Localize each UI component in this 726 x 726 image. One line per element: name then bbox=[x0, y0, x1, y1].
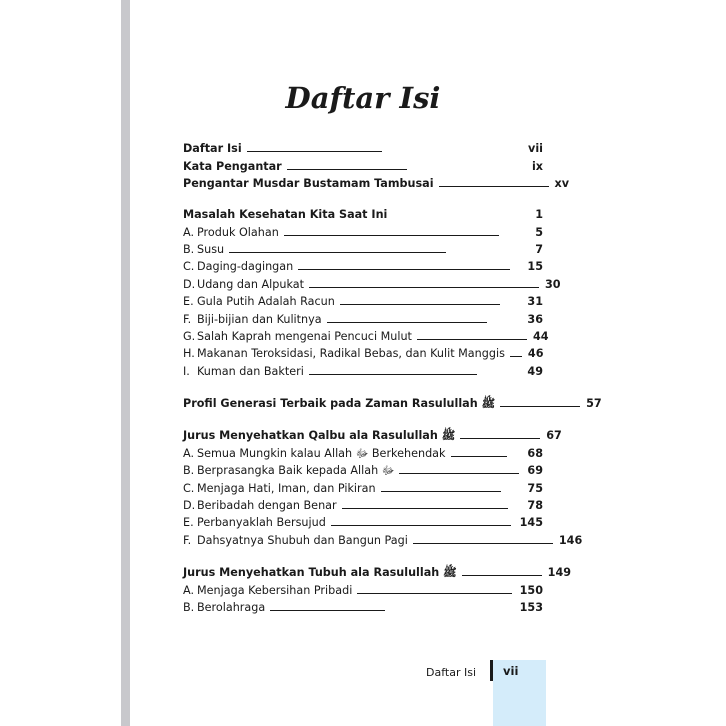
toc-entry-label bbox=[183, 226, 279, 239]
toc-entry-page: 75 bbox=[527, 481, 543, 495]
toc-entry-text: Pengantar Musdar Bustamam Tambusai bbox=[183, 177, 434, 191]
toc-leader-line bbox=[298, 268, 510, 270]
toc-entry-text: Susu bbox=[197, 242, 225, 256]
toc-entry-label bbox=[183, 278, 304, 291]
toc-leader-line bbox=[451, 455, 507, 457]
toc-entry-letter: D. bbox=[183, 277, 196, 291]
section-gap bbox=[183, 378, 543, 393]
table-of-contents bbox=[183, 138, 602, 614]
toc-entry[interactable] bbox=[183, 308, 543, 325]
section-gap bbox=[183, 410, 543, 425]
toc-entry[interactable] bbox=[183, 204, 543, 221]
toc-entry-page: 36 bbox=[527, 312, 543, 326]
toc-leader-line bbox=[500, 405, 580, 407]
toc-leader-line bbox=[327, 321, 487, 323]
page-title: Daftar Isi bbox=[285, 81, 441, 116]
toc-entry[interactable] bbox=[183, 256, 543, 273]
toc-entry-letter: A. bbox=[183, 583, 195, 597]
toc-entry-label bbox=[183, 464, 394, 477]
toc-entry-label bbox=[183, 295, 335, 308]
footer-page-tab bbox=[493, 660, 546, 726]
toc-entry-letter: A. bbox=[183, 225, 195, 239]
toc-leader-line bbox=[462, 574, 542, 576]
toc-entry-label bbox=[183, 516, 326, 529]
toc-entry[interactable] bbox=[183, 495, 543, 512]
toc-entry-page: 146 bbox=[558, 533, 583, 547]
toc-entry-label bbox=[183, 482, 376, 495]
toc-entry-text: Daging-dagingan bbox=[197, 260, 294, 274]
toc-entry-label bbox=[183, 142, 242, 155]
toc-entry-label bbox=[183, 499, 337, 512]
toc-entry-text: Semua Mungkin kalau Allah ﷻ Berkehendak bbox=[197, 446, 446, 460]
toc-entry-letter: C. bbox=[183, 260, 195, 274]
toc-leader-line bbox=[381, 490, 501, 492]
toc-entry-letter: G. bbox=[183, 329, 196, 343]
toc-entry-page: vii bbox=[528, 142, 543, 156]
toc-entry[interactable] bbox=[183, 221, 543, 238]
toc-entry-text: Makanan Teroksidasi, Radikal Bebas, dan Kulit Manggis bbox=[197, 347, 505, 361]
toc-entry-letter: H. bbox=[183, 347, 195, 361]
toc-entry-text: Jurus Menyehatkan Tubuh ala Rasulullah ﷺ bbox=[183, 566, 457, 580]
section-gap bbox=[183, 190, 543, 204]
toc-entry[interactable] bbox=[183, 155, 543, 172]
toc-entry-text: Berolahraga bbox=[197, 600, 266, 614]
toc-leader-line bbox=[460, 437, 540, 439]
toc-entry-label bbox=[183, 429, 455, 442]
toc-entry-page: 67 bbox=[546, 429, 562, 443]
toc-entry-label bbox=[183, 601, 265, 614]
toc-entry-label bbox=[183, 160, 282, 173]
footer-page-number: vii bbox=[503, 664, 519, 678]
toc-entry-label bbox=[183, 330, 412, 343]
toc-entry-page: 145 bbox=[519, 516, 543, 530]
toc-entry-text: Menjaga Kebersihan Pribadi bbox=[197, 583, 353, 597]
toc-entry-page: 69 bbox=[527, 464, 543, 478]
toc-entry-text: Dahsyatnya Shubuh dan Bangun Pagi bbox=[197, 533, 408, 547]
toc-entry-letter: B. bbox=[183, 464, 195, 478]
toc-entry-label bbox=[183, 447, 446, 460]
toc-leader-line bbox=[413, 542, 553, 544]
toc-leader-line bbox=[309, 373, 477, 375]
toc-entry-page: 49 bbox=[527, 364, 543, 378]
toc-entry-letter: E. bbox=[183, 295, 194, 309]
toc-entry-text: Berprasangka Baik kepada Allah ﷻ bbox=[197, 464, 395, 478]
toc-entry[interactable] bbox=[183, 477, 543, 494]
toc-leader-line bbox=[287, 168, 407, 170]
toc-entry-letter: C. bbox=[183, 481, 195, 495]
toc-entry[interactable] bbox=[183, 393, 602, 411]
toc-entry-letter: B. bbox=[183, 600, 195, 614]
toc-entry[interactable] bbox=[183, 562, 572, 580]
toc-entry-letter: F. bbox=[183, 312, 192, 326]
toc-entry-letter: B. bbox=[183, 242, 195, 256]
toc-entry-letter: D. bbox=[183, 499, 196, 513]
toc-entry-label bbox=[183, 566, 457, 579]
toc-entry[interactable] bbox=[183, 273, 561, 291]
footer-section-label: Daftar Isi bbox=[426, 666, 476, 679]
toc-entry-text: Gula Putih Adalah Racun bbox=[197, 295, 335, 309]
toc-entry-page: 5 bbox=[535, 225, 543, 239]
toc-entry-label bbox=[183, 208, 387, 221]
toc-entry-label bbox=[183, 584, 352, 597]
toc-entry-page: 15 bbox=[527, 260, 543, 274]
toc-entry[interactable] bbox=[183, 291, 543, 308]
toc-entry-page: xv bbox=[554, 177, 570, 191]
toc-entry-page: 1 bbox=[535, 208, 543, 222]
toc-entry[interactable] bbox=[183, 343, 543, 360]
toc-entry-text: Udang dan Alpukat bbox=[197, 277, 304, 291]
toc-entry-label bbox=[183, 347, 505, 360]
toc-entry-page: 149 bbox=[547, 566, 572, 580]
toc-entry-text: Produk Olahan bbox=[197, 225, 279, 239]
toc-entry-text: Menjaga Hati, Iman, dan Pikiran bbox=[197, 481, 376, 495]
toc-leader-line bbox=[284, 234, 499, 236]
toc-entry[interactable] bbox=[183, 442, 543, 459]
toc-entry-label bbox=[183, 313, 322, 326]
toc-entry[interactable] bbox=[183, 326, 549, 343]
toc-leader-line bbox=[399, 472, 519, 474]
toc-entry-page: 57 bbox=[586, 397, 602, 411]
toc-leader-line bbox=[357, 592, 512, 594]
toc-entry-text: Jurus Menyehatkan Qalbu ala Rasulullah ﷺ bbox=[183, 429, 456, 443]
toc-entry[interactable] bbox=[183, 512, 543, 529]
toc-entry[interactable] bbox=[183, 597, 543, 614]
toc-entry[interactable] bbox=[183, 460, 543, 477]
toc-entry-label bbox=[183, 534, 408, 547]
toc-entry-text: Biji-bijian dan Kulitnya bbox=[197, 312, 322, 326]
toc-entry[interactable] bbox=[183, 579, 543, 596]
toc-leader-line bbox=[439, 185, 549, 187]
toc-entry-label bbox=[183, 243, 224, 256]
toc-entry-label bbox=[183, 260, 293, 273]
toc-entry-page: 31 bbox=[527, 295, 543, 309]
toc-entry[interactable] bbox=[183, 239, 543, 256]
toc-leader-line bbox=[331, 524, 511, 526]
toc-entry-letter: E. bbox=[183, 516, 194, 530]
toc-entry-page: 68 bbox=[527, 446, 543, 460]
toc-entry-page: 150 bbox=[519, 583, 543, 597]
section-gap bbox=[183, 547, 543, 562]
toc-entry[interactable] bbox=[183, 360, 543, 377]
toc-entry-page: 78 bbox=[527, 499, 543, 513]
toc-leader-line bbox=[229, 251, 446, 253]
toc-entry-letter: F. bbox=[183, 533, 192, 547]
toc-entry-text: Salah Kaprah mengenai Pencuci Mulut bbox=[197, 329, 412, 343]
toc-entry-page: ix bbox=[531, 159, 543, 173]
toc-leader-line bbox=[340, 303, 500, 305]
toc-entry-letter: A. bbox=[183, 446, 195, 460]
toc-entry-label bbox=[183, 365, 304, 378]
toc-entry-page: 153 bbox=[519, 600, 543, 614]
toc-entry-page: 44 bbox=[532, 329, 549, 343]
toc-entry-text: Daftar Isi bbox=[183, 142, 242, 156]
toc-entry[interactable] bbox=[183, 138, 543, 155]
toc-entry-text: Kuman dan Bakteri bbox=[197, 364, 304, 378]
toc-leader-line bbox=[270, 609, 385, 611]
toc-entry-letter: I. bbox=[183, 364, 190, 378]
toc-entry[interactable] bbox=[183, 173, 570, 191]
toc-leader-line bbox=[417, 338, 527, 340]
toc-entry[interactable] bbox=[183, 529, 583, 547]
toc-entry-page: 46 bbox=[527, 347, 544, 361]
toc-entry-page: 30 bbox=[544, 277, 561, 291]
toc-leader-line bbox=[309, 286, 539, 288]
toc-entry-text: Kata Pengantar bbox=[183, 159, 282, 173]
toc-entry[interactable] bbox=[183, 425, 562, 443]
toc-entry-label bbox=[183, 177, 434, 190]
toc-entry-label bbox=[183, 397, 495, 410]
toc-leader-line bbox=[247, 150, 382, 152]
toc-entry-text: Beribadah dengan Benar bbox=[197, 499, 337, 513]
toc-entry-text: Profil Generasi Terbaik pada Zaman Rasulullah ﷺ bbox=[183, 397, 496, 411]
toc-entry-page: 7 bbox=[535, 242, 543, 256]
toc-entry-text: Masalah Kesehatan Kita Saat Ini bbox=[183, 208, 388, 222]
toc-leader-line bbox=[342, 507, 508, 509]
toc-leader-line bbox=[510, 355, 522, 357]
toc-entry-text: Perbanyaklah Bersujud bbox=[197, 516, 326, 530]
